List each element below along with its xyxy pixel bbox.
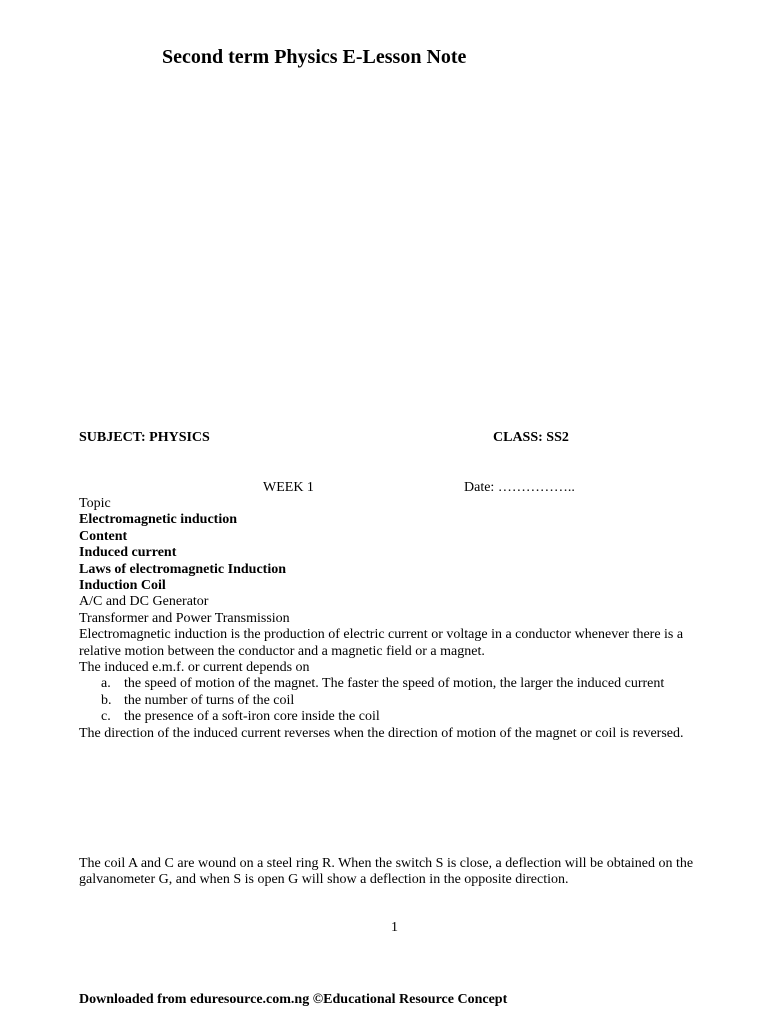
definition-paragraph: Electromagnetic induction is the production of electric current or voltage in a conductor whenever there is a relative motion between the conductor and a magnetic field or a magnet. xyxy=(79,627,684,659)
date-label: Date: …………….. xyxy=(464,480,575,495)
page-number: 1 xyxy=(391,920,398,935)
factors-list xyxy=(79,676,699,725)
list-item xyxy=(79,693,699,709)
coil-paragraph: The coil A and C are wound on a steel ring R. When the switch S is close, a deflection will be obtained on the galvanometer G, and when S is open G will show a deflection in the opposite direction. xyxy=(79,856,694,888)
heading-content: Content xyxy=(79,528,128,544)
topic-label: Topic xyxy=(79,496,111,511)
list-item-text: the presence of a soft-iron core inside the coil xyxy=(124,709,380,725)
list-item-text: the speed of motion of the magnet. The faster the speed of motion, the larger the induced current xyxy=(124,676,665,692)
heading-induced-current: Induced current xyxy=(79,545,177,561)
week-label: WEEK 1 xyxy=(263,480,314,495)
heading-electromagnetic-induction: Electromagnetic induction xyxy=(79,512,238,528)
depends-intro: The induced e.m.f. or current depends on xyxy=(79,660,310,676)
page-title: Second term Physics E-Lesson Note xyxy=(162,46,467,68)
subject-label: SUBJECT: PHYSICS xyxy=(79,430,210,445)
direction-note: The direction of the induced current reverses when the direction of motion of the magnet or coil is reversed. xyxy=(79,725,684,741)
footer-credit: Downloaded from eduresource.com.ng ©Educational Resource Concept xyxy=(79,992,508,1007)
heading-laws: Laws of electromagnetic Induction xyxy=(79,561,286,577)
list-item xyxy=(79,676,699,692)
content-item-generator: A/C and DC Generator xyxy=(79,594,209,610)
list-item xyxy=(79,709,699,725)
content-item-transformer: Transformer and Power Transmission xyxy=(79,610,290,626)
list-item-text: the number of turns of the coil xyxy=(124,692,295,708)
list-marker: c. xyxy=(101,709,111,725)
class-label: CLASS: SS2 xyxy=(493,430,569,445)
list-marker: b. xyxy=(101,692,112,708)
lesson-body xyxy=(79,496,699,742)
heading-induction-coil: Induction Coil xyxy=(79,578,166,594)
list-marker: a. xyxy=(101,676,111,692)
